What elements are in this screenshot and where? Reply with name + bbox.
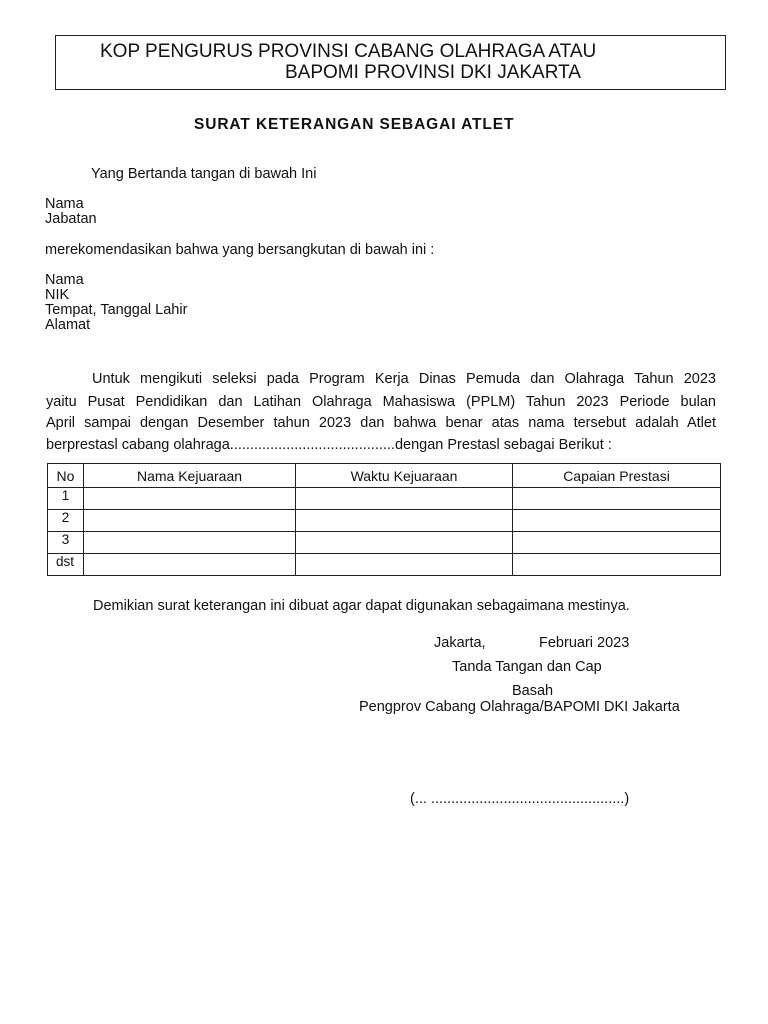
signature-date: Februari 2023 <box>539 635 630 651</box>
athlete-field-birth: Tempat, Tanggal Lahir <box>45 302 188 318</box>
athlete-field-address: Alamat <box>45 317 91 333</box>
table-row <box>48 488 721 510</box>
letterhead-line-2: BAPOMI PROVINSI DKI JAKARTA <box>285 62 581 83</box>
table-cell <box>84 510 296 532</box>
athlete-field-nik: NIK <box>45 287 70 303</box>
row-number: 1 <box>48 488 84 510</box>
signer-field-name: Nama <box>45 196 84 212</box>
row-number: 2 <box>48 510 84 532</box>
letterhead-box <box>55 35 726 90</box>
paragraph-line-2: yaitu Pusat Pendidikan dan Latihan Olahraga Mahasiswa (PPLM) Tahun 2023 Periode bulan <box>46 394 716 410</box>
table-cell <box>84 488 296 510</box>
column-header-event-time: Waktu Kejuaraan <box>296 464 513 488</box>
table-cell <box>513 532 721 554</box>
signature-place: Jakarta, <box>434 635 486 651</box>
athlete-field-name: Nama <box>45 272 84 288</box>
table-cell <box>296 532 513 554</box>
table-cell <box>296 510 513 532</box>
column-header-event-name: Nama Kejuaraan <box>84 464 296 488</box>
signature-name-placeholder: (... ................................................) <box>410 791 630 807</box>
signature-label: Tanda Tangan dan Cap <box>452 659 602 675</box>
table-cell <box>513 488 721 510</box>
table-cell <box>84 554 296 576</box>
table-header-row <box>48 464 721 488</box>
letterhead-line-1: KOP PENGURUS PROVINSI CABANG OLAHRAGA ATAU <box>100 41 597 62</box>
signer-field-position: Jabatan <box>45 211 97 227</box>
table-cell <box>513 510 721 532</box>
paragraph-line-1: Untuk mengikuti seleksi pada Program Kerja Dinas Pemuda dan Olahraga Tahun 2023 <box>92 371 716 387</box>
column-header-achievement: Capaian Prestasi <box>513 464 721 488</box>
recommendation-text: merekomendasikan bahwa yang bersangkutan di bawah ini : <box>45 242 435 258</box>
achievement-table <box>47 463 721 576</box>
table-row <box>48 554 721 576</box>
table-row <box>48 532 721 554</box>
row-number: dst <box>48 554 84 576</box>
column-header-no: No <box>48 464 84 488</box>
table-cell <box>84 532 296 554</box>
intro-text: Yang Bertanda tangan di bawah Ini <box>91 166 317 182</box>
table-cell <box>296 554 513 576</box>
signature-role-2: Pengprov Cabang Olahraga/BAPOMI DKI Jakarta <box>359 699 680 715</box>
row-number: 3 <box>48 532 84 554</box>
table-row <box>48 510 721 532</box>
table-cell <box>296 488 513 510</box>
paragraph-line-4: berprestasl cabang olahraga.........................................dengan Prestasl sebagai Berikut : <box>46 437 612 453</box>
closing-text: Demikian surat keterangan ini dibuat agar dapat digunakan sebagaimana mestinya. <box>93 598 630 614</box>
signature-role-1: Basah <box>512 683 554 699</box>
paragraph-line-3: April sampai dengan Desember tahun 2023 dan bahwa benar atas nama tersebut adalah Atlet <box>46 415 716 431</box>
document-title: SURAT KETERANGAN SEBAGAI ATLET <box>194 116 515 133</box>
table-cell <box>513 554 721 576</box>
